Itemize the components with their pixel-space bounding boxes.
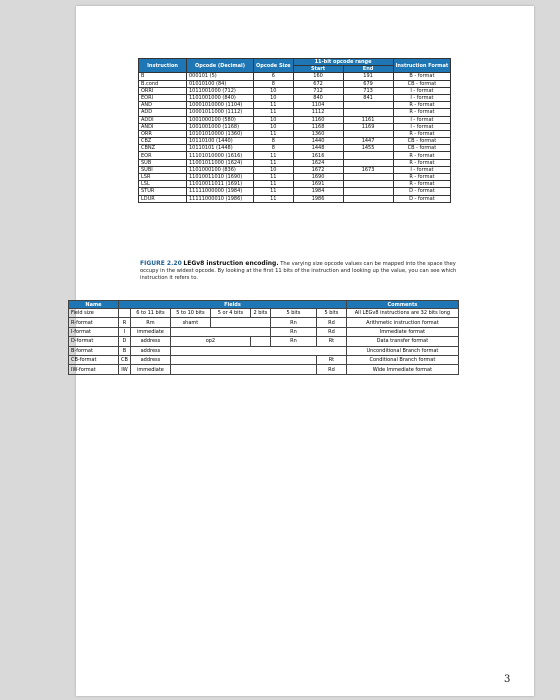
format-field: address xyxy=(130,355,170,364)
opcode-cell-en xyxy=(343,174,393,181)
format-field xyxy=(170,327,270,336)
format-row xyxy=(69,309,459,318)
format-row xyxy=(69,355,459,364)
opcode-cell-en xyxy=(343,181,393,188)
format-table xyxy=(68,300,459,375)
opcode-cell-en xyxy=(343,102,393,109)
format-field: immediate xyxy=(130,365,170,374)
opcode-cell-st: 672 xyxy=(293,80,343,87)
opcode-cell-en xyxy=(343,109,393,116)
opcode-row xyxy=(139,152,451,159)
opcode-cell-fmt: B - format xyxy=(393,73,451,80)
opcode-cell-opc: 10101010000 (1360) xyxy=(187,130,254,137)
format-row xyxy=(69,327,459,336)
opcode-cell-sz: 8 xyxy=(254,80,294,87)
opcode-cell-en: 191 xyxy=(343,73,393,80)
opcode-row xyxy=(139,166,451,173)
figure-text: The varying size opcode values can be mapped into the space they occupy in the widest opcode. By looking at the first 11 bits of the instruction and looking up the value, you can see which instruction it refers to. xyxy=(140,261,457,281)
opcode-cell-ins: ADDI xyxy=(139,116,187,123)
opcode-row xyxy=(139,102,451,109)
format-table-body xyxy=(69,309,459,375)
format-field xyxy=(170,355,316,364)
header-end: End xyxy=(343,66,393,73)
opcode-cell-sz: 10 xyxy=(254,94,294,101)
header-format: Instruction Format xyxy=(393,59,451,73)
format-field xyxy=(170,346,346,355)
format-field: 2 bits xyxy=(250,309,270,318)
format-header-fields: Fields xyxy=(119,301,347,309)
opcode-cell-en: 713 xyxy=(343,87,393,94)
format-comment: All LEGv8 instructions are 32 bits long xyxy=(346,309,458,318)
opcode-row xyxy=(139,87,451,94)
opcode-cell-en: 1455 xyxy=(343,145,393,152)
opcode-row xyxy=(139,145,451,152)
opcode-cell-en: 679 xyxy=(343,80,393,87)
opcode-cell-opc: 11010011011 (1691) xyxy=(187,181,254,188)
opcode-row xyxy=(139,138,451,145)
opcode-cell-st: 1160 xyxy=(293,116,343,123)
opcode-cell-en xyxy=(343,152,393,159)
opcode-cell-opc: 11001011000 (1624) xyxy=(187,159,254,166)
opcode-cell-st: 1690 xyxy=(293,174,343,181)
format-name: Field size xyxy=(69,309,119,318)
opcode-cell-ins: ANDI xyxy=(139,123,187,130)
header-opcode: Opcode (Decimal) xyxy=(187,59,254,73)
opcode-cell-st: 1448 xyxy=(293,145,343,152)
opcode-cell-sz: 11 xyxy=(254,195,294,202)
opcode-cell-fmt: I - format xyxy=(393,87,451,94)
opcode-cell-sz: 6 xyxy=(254,73,294,80)
format-field: Rn xyxy=(270,318,316,327)
opcode-cell-en: 1161 xyxy=(343,116,393,123)
format-field: immediate xyxy=(130,327,170,336)
format-row xyxy=(69,365,459,374)
format-field: IW xyxy=(119,365,131,374)
opcode-cell-ins: AND xyxy=(139,102,187,109)
opcode-cell-en xyxy=(343,195,393,202)
format-header-comments: Comments xyxy=(346,301,458,309)
opcode-cell-ins: CBZ xyxy=(139,138,187,145)
opcode-cell-sz: 11 xyxy=(254,188,294,195)
opcode-cell-fmt: D - format xyxy=(393,188,451,195)
opcode-cell-st: 1168 xyxy=(293,123,343,130)
format-comment: Data transfer format xyxy=(346,337,458,346)
opcode-cell-st: 1104 xyxy=(293,102,343,109)
opcode-cell-st: 1112 xyxy=(293,109,343,116)
format-field: 6 to 11 bits xyxy=(130,309,170,318)
format-name: CB-format xyxy=(69,355,119,364)
opcode-cell-ins: LDUR xyxy=(139,195,187,202)
opcode-cell-opc: 10001010000 (1104) xyxy=(187,102,254,109)
opcode-cell-fmt: R - format xyxy=(393,130,451,137)
opcode-row xyxy=(139,123,451,130)
format-field: D xyxy=(119,337,131,346)
format-field: address xyxy=(130,337,170,346)
opcode-cell-opc: 000101 (5) xyxy=(187,73,254,80)
format-field: Rn xyxy=(270,327,316,336)
opcode-cell-fmt: CB - format xyxy=(393,80,451,87)
opcode-cell-st: 1984 xyxy=(293,188,343,195)
opcode-cell-ins: EORI xyxy=(139,94,187,101)
opcode-table-body xyxy=(139,73,451,202)
opcode-cell-st: 1624 xyxy=(293,159,343,166)
format-field: Rt xyxy=(316,355,346,364)
opcode-cell-fmt: I - format xyxy=(393,166,451,173)
opcode-cell-en: 841 xyxy=(343,94,393,101)
format-field xyxy=(250,337,270,346)
opcode-cell-sz: 10 xyxy=(254,116,294,123)
format-row xyxy=(69,318,459,327)
format-field: op2 xyxy=(170,337,250,346)
opcode-cell-opc: 1001000100 (580) xyxy=(187,116,254,123)
format-field: Rd xyxy=(316,318,346,327)
opcode-cell-sz: 8 xyxy=(254,145,294,152)
opcode-row xyxy=(139,181,451,188)
format-field: 5 bits xyxy=(316,309,346,318)
opcode-cell-ins: LSR xyxy=(139,174,187,181)
format-field: Rn xyxy=(270,337,316,346)
opcode-cell-fmt: CB - format xyxy=(393,138,451,145)
format-field: Rt xyxy=(316,337,346,346)
format-name: B-format xyxy=(69,346,119,355)
opcode-cell-fmt: R - format xyxy=(393,102,451,109)
opcode-cell-fmt: I - format xyxy=(393,116,451,123)
document-page xyxy=(71,6,534,696)
header-instruction: Instruction xyxy=(139,59,187,73)
opcode-cell-ins: STUR xyxy=(139,188,187,195)
opcode-table xyxy=(138,58,451,203)
opcode-row xyxy=(139,130,451,137)
opcode-row xyxy=(139,94,451,101)
opcode-cell-ins: ORRI xyxy=(139,87,187,94)
format-field: Rd xyxy=(316,327,346,336)
opcode-cell-opc: 1001001000 (1168) xyxy=(187,123,254,130)
opcode-cell-ins: ADD xyxy=(139,109,187,116)
opcode-cell-sz: 11 xyxy=(254,159,294,166)
format-comment: Immediate format xyxy=(346,327,458,336)
opcode-cell-st: 1440 xyxy=(293,138,343,145)
opcode-row xyxy=(139,80,451,87)
opcode-cell-sz: 8 xyxy=(254,138,294,145)
format-field: 5 or 4 bits xyxy=(210,309,250,318)
opcode-cell-sz: 10 xyxy=(254,87,294,94)
opcode-cell-opc: 1101000100 (836) xyxy=(187,166,254,173)
header-opcode-size: Opcode Size xyxy=(254,59,294,73)
opcode-cell-opc: 1011001000 (712) xyxy=(187,87,254,94)
format-field: I xyxy=(119,327,131,336)
opcode-cell-en xyxy=(343,188,393,195)
opcode-cell-sz: 10 xyxy=(254,166,294,173)
figure-label: FIGURE 2.20 xyxy=(140,260,182,267)
format-field xyxy=(210,318,270,327)
format-comment: Conditional Branch format xyxy=(346,355,458,364)
format-field: Rd xyxy=(316,365,346,374)
opcode-cell-sz: 11 xyxy=(254,174,294,181)
opcode-cell-sz: 10 xyxy=(254,123,294,130)
opcode-cell-fmt: R - format xyxy=(393,181,451,188)
opcode-cell-sz: 11 xyxy=(254,152,294,159)
opcode-cell-sz: 11 xyxy=(254,102,294,109)
opcode-row xyxy=(139,109,451,116)
opcode-cell-opc: 10110101 (1448) xyxy=(187,145,254,152)
opcode-cell-st: 1986 xyxy=(293,195,343,202)
opcode-cell-opc: 10001011000 (1112) xyxy=(187,109,254,116)
opcode-cell-ins: SUB xyxy=(139,159,187,166)
format-field: CB xyxy=(119,355,131,364)
opcode-row xyxy=(139,195,451,202)
format-field: shamt xyxy=(170,318,210,327)
format-header-name: Name xyxy=(69,301,119,309)
opcode-row xyxy=(139,174,451,181)
opcode-cell-en: 1673 xyxy=(343,166,393,173)
format-field xyxy=(170,365,316,374)
opcode-cell-opc: 01010100 (84) xyxy=(187,80,254,87)
opcode-cell-st: 160 xyxy=(293,73,343,80)
opcode-cell-opc: 11101010000 (1616) xyxy=(187,152,254,159)
opcode-cell-ins: CBNZ xyxy=(139,145,187,152)
format-field: B xyxy=(119,346,131,355)
opcode-cell-opc: 11111000010 (1986) xyxy=(187,195,254,202)
opcode-cell-en: 1169 xyxy=(343,123,393,130)
figure-caption xyxy=(140,260,460,282)
opcode-cell-opc: 10110100 (1440) xyxy=(187,138,254,145)
format-comment: Unconditional Branch format xyxy=(346,346,458,355)
opcode-cell-fmt: R - format xyxy=(393,152,451,159)
format-comment: Arithmetic instruction format xyxy=(346,318,458,327)
opcode-cell-en: 1447 xyxy=(343,138,393,145)
format-comment: Wide Immediate format xyxy=(346,365,458,374)
opcode-cell-ins: B.cond xyxy=(139,80,187,87)
page-number: 3 xyxy=(504,674,511,685)
format-row xyxy=(69,346,459,355)
format-name: IW-format xyxy=(69,365,119,374)
opcode-cell-en xyxy=(343,159,393,166)
format-field: 5 bits xyxy=(270,309,316,318)
opcode-cell-fmt: D - format xyxy=(393,195,451,202)
format-name: I-format xyxy=(69,327,119,336)
opcode-cell-fmt: CB - format xyxy=(393,145,451,152)
opcode-cell-st: 1360 xyxy=(293,130,343,137)
opcode-cell-ins: EOR xyxy=(139,152,187,159)
opcode-cell-sz: 11 xyxy=(254,181,294,188)
format-field xyxy=(119,309,131,318)
opcode-row xyxy=(139,116,451,123)
opcode-cell-fmt: R - format xyxy=(393,109,451,116)
opcode-cell-ins: B xyxy=(139,73,187,80)
opcode-cell-fmt: R - format xyxy=(393,174,451,181)
opcode-cell-st: 1691 xyxy=(293,181,343,188)
opcode-row xyxy=(139,188,451,195)
opcode-cell-ins: ORR xyxy=(139,130,187,137)
opcode-cell-st: 1616 xyxy=(293,152,343,159)
opcode-cell-sz: 11 xyxy=(254,130,294,137)
format-name: R-format xyxy=(69,318,119,327)
opcode-cell-opc: 11111000000 (1984) xyxy=(187,188,254,195)
opcode-cell-st: 840 xyxy=(293,94,343,101)
format-field: address xyxy=(130,346,170,355)
opcode-cell-fmt: R - format xyxy=(393,159,451,166)
opcode-cell-fmt: I - format xyxy=(393,94,451,101)
header-range: 11-bit opcode range xyxy=(293,59,393,66)
opcode-cell-ins: LSL xyxy=(139,181,187,188)
format-field: Rm xyxy=(130,318,170,327)
opcode-cell-fmt: I - format xyxy=(393,123,451,130)
header-start: Start xyxy=(293,66,343,73)
opcode-row xyxy=(139,159,451,166)
format-field: 5 to 10 bits xyxy=(170,309,210,318)
format-row xyxy=(69,337,459,346)
figure-title: LEGv8 instruction encoding. xyxy=(183,260,279,267)
format-name: D-format xyxy=(69,337,119,346)
opcode-cell-opc: 1101001000 (840) xyxy=(187,94,254,101)
opcode-cell-ins: SUBI xyxy=(139,166,187,173)
opcode-cell-sz: 11 xyxy=(254,109,294,116)
opcode-cell-st: 1672 xyxy=(293,166,343,173)
opcode-cell-en xyxy=(343,130,393,137)
opcode-cell-st: 712 xyxy=(293,87,343,94)
opcode-cell-opc: 11010011010 (1690) xyxy=(187,174,254,181)
format-field: R xyxy=(119,318,131,327)
opcode-row xyxy=(139,73,451,80)
